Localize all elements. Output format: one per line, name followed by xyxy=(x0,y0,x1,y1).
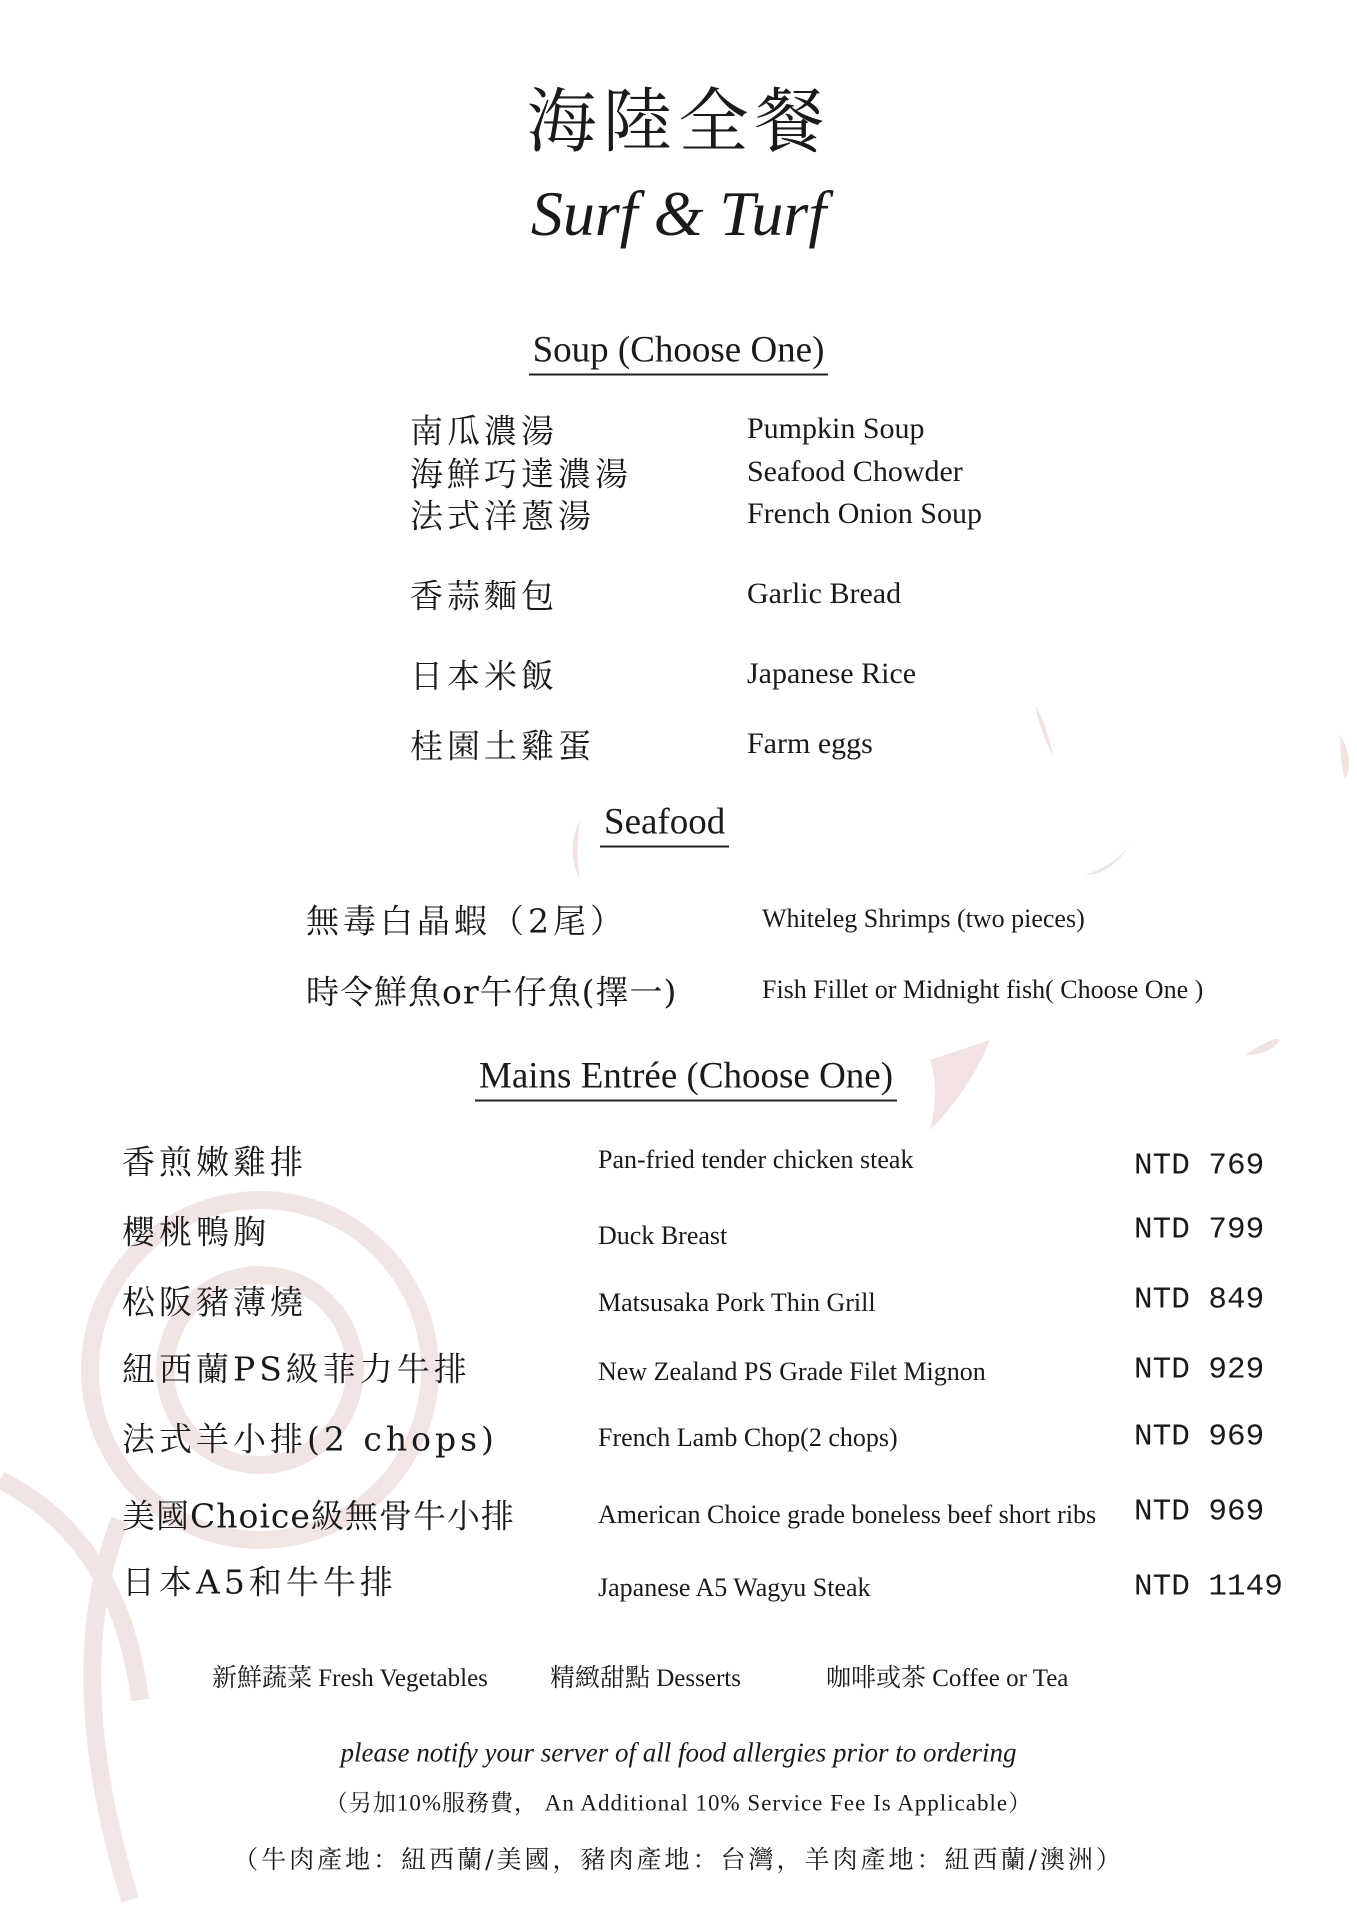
soup-header-text: Soup (Choose One) xyxy=(529,329,829,376)
side-zh: 日本米飯 xyxy=(410,656,558,696)
main-zh: 櫻桃鴨胸 xyxy=(122,1212,270,1252)
seafood-zh: 時令鮮魚or午仔魚(擇一) xyxy=(306,972,678,1012)
petal-shape xyxy=(1035,705,1053,755)
soup-zh: 海鮮巧達濃湯 xyxy=(410,454,632,494)
mains-header-text: Mains Entrée (Choose One) xyxy=(475,1055,897,1102)
main-zh: 松阪豬薄燒 xyxy=(122,1282,307,1322)
title-zh: 海陸全餐 xyxy=(526,80,831,163)
soup-header xyxy=(0,329,1357,376)
service-fee-note: （另加10%服務費， An Additional 10% Service Fee Is Applicable） xyxy=(324,1790,1033,1816)
seafood-en: Fish Fillet or Midnight fish( Choose One ) xyxy=(762,975,1204,1004)
side-zh: 桂園土雞蛋 xyxy=(410,726,595,766)
main-zh: 法式羊小排(2 chops) xyxy=(122,1419,498,1459)
seafood-zh: 無毒白晶蝦（2尾） xyxy=(306,901,627,941)
main-price: NTD 969 xyxy=(1134,1494,1265,1530)
flower-leaf xyxy=(0,1480,140,1700)
allergy-note: please notify your server of all food allergies prior to ordering xyxy=(340,1737,1017,1768)
main-price: NTD 849 xyxy=(1134,1282,1265,1318)
petal-shape xyxy=(573,820,581,880)
side-en: Farm eggs xyxy=(747,727,873,760)
seafood-en: Whiteleg Shrimps (two pieces) xyxy=(762,904,1085,933)
side-en: Japanese Rice xyxy=(747,657,917,690)
soup-zh: 法式洋蔥湯 xyxy=(410,496,595,536)
soup-en: Pumpkin Soup xyxy=(747,412,925,445)
soup-en: French Onion Soup xyxy=(747,497,982,530)
main-price: NTD 929 xyxy=(1134,1352,1265,1388)
seafood-header-text: Seafood xyxy=(600,801,729,848)
main-en: American Choice grade boneless beef short ribs xyxy=(598,1500,1097,1529)
side-zh: 香蒜麵包 xyxy=(410,576,558,616)
main-zh: 美國Choice級無骨牛小排 xyxy=(122,1496,515,1536)
main-en: Duck Breast xyxy=(598,1221,728,1250)
main-price: NTD 799 xyxy=(1134,1212,1265,1248)
petal-shape xyxy=(1340,735,1349,780)
main-price: NTD 1149 xyxy=(1134,1569,1283,1605)
meat-origin-note: （牛肉產地：紐西蘭/美國，豬肉產地：台灣，羊肉產地：紐西蘭/澳洲） xyxy=(233,1845,1124,1874)
main-en: French Lamb Chop(2 chops) xyxy=(598,1423,898,1452)
main-en: Pan-fried tender chicken steak xyxy=(598,1145,914,1174)
mains-header xyxy=(436,1055,936,1102)
title-en: Surf & Turf xyxy=(530,178,827,249)
soup-zh: 南瓜濃湯 xyxy=(410,411,558,451)
petal-shape xyxy=(1085,845,1130,875)
main-en: Japanese A5 Wagyu Steak xyxy=(598,1573,871,1602)
included-vegetables: 新鮮蔬菜 Fresh Vegetables xyxy=(212,1665,488,1692)
seafood-header xyxy=(600,801,726,848)
included-coffee-tea: 咖啡或茶 Coffee or Tea xyxy=(826,1665,1069,1692)
main-price: NTD 969 xyxy=(1134,1419,1265,1455)
soup-en: Seafood Chowder xyxy=(747,455,963,488)
side-en: Garlic Bread xyxy=(747,577,902,610)
main-zh: 紐西蘭PS級菲力牛排 xyxy=(122,1349,471,1389)
included-desserts: 精緻甜點 Desserts xyxy=(550,1665,741,1692)
main-price: NTD 769 xyxy=(1134,1148,1265,1184)
petal-shape xyxy=(930,1040,990,1130)
main-zh: 日本A5和牛牛排 xyxy=(122,1562,397,1602)
petal-shape xyxy=(1245,1039,1280,1055)
main-en: New Zealand PS Grade Filet Mignon xyxy=(598,1357,986,1386)
main-zh: 香煎嫩雞排 xyxy=(122,1142,307,1182)
main-en: Matsusaka Pork Thin Grill xyxy=(598,1288,876,1317)
